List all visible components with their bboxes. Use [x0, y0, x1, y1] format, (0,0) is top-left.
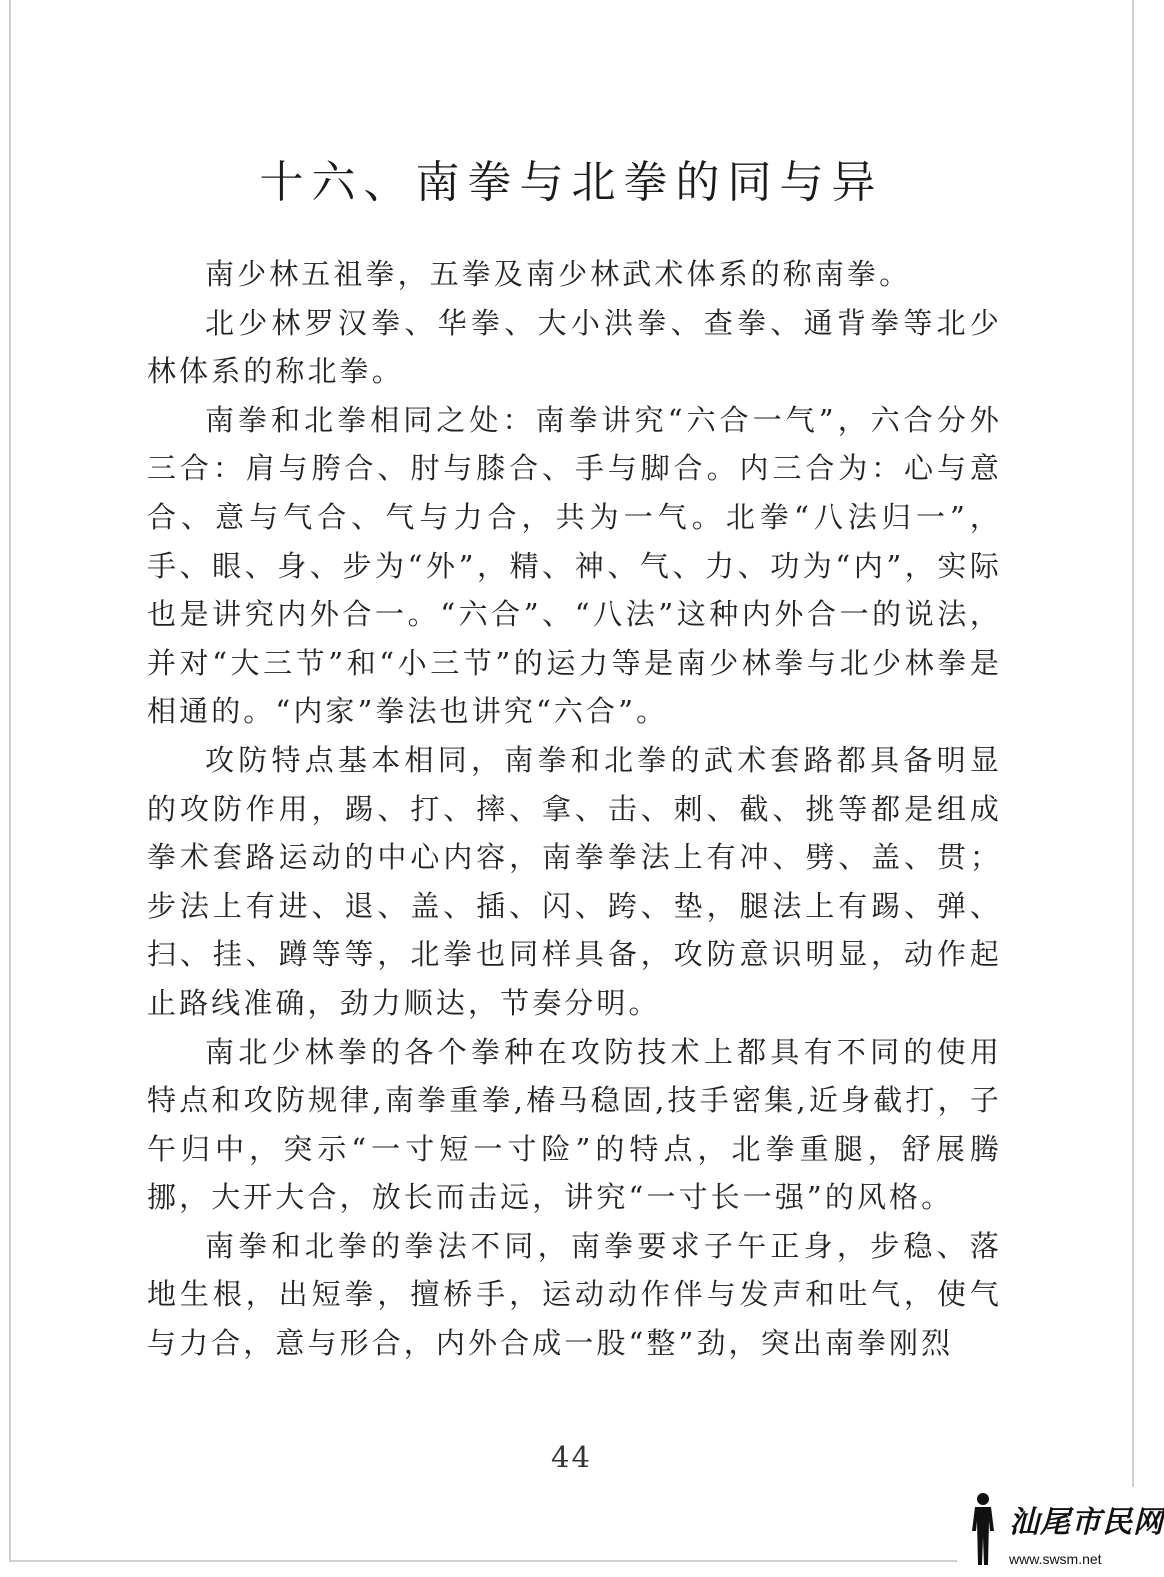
paragraph: 南北少林拳的各个拳种在攻防技术上都具有不同的使用特点和攻防规律,南拳重拳,椿马稳固,技手密集,近身截打，子午归中，突示“一寸短一寸险”的特点，北拳重腿，舒展腾挪，大开大合，放长而击远，讲究“一寸长一强”的风格。 — [147, 1034, 1002, 1215]
page-number: 44 — [551, 1440, 592, 1474]
watermark-logo — [957, 1487, 1164, 1573]
paragraph: 北少林罗汉拳、华拳、大小洪拳、查拳、通背拳等北少林体系的称北拳。 — [147, 305, 1002, 389]
person-silhouette-icon — [965, 1491, 1001, 1567]
paragraph: 攻防特点基本相同，南拳和北拳的武术套路都具备明显的攻防作用，踢、打、摔、拿、击、刺、截、挑等都是组成拳术套路运动的中心内容，南拳拳法上有冲、劈、盖、贯；步法上有进、退、盖、插、闪、跨、垫，腿法上有踢、弹、扫、挂、蹲等等，北拳也同样具备，攻防意识明显，动作起止路线准确，劲力顺达，节奏分明。 — [147, 742, 1002, 1020]
watermark-url: www.swsm.net — [1009, 1551, 1102, 1567]
page-title: 十六、南拳与北拳的同与异 — [259, 157, 884, 208]
paragraph: 南少林五祖拳，五拳及南少林武术体系的称南拳。 — [205, 257, 912, 291]
paragraph: 南拳和北拳的拳法不同，南拳要求子午正身，步稳、落地生根，出短拳，擅桥手，运动动作伴与发声和吐气，使气与力合，意与形合，内外合成一股“整”劲，突出南拳刚烈 — [147, 1228, 1002, 1361]
watermark-text: 汕尾市民网 — [1009, 1505, 1164, 1540]
body-text — [147, 250, 1002, 1368]
paragraph: 南拳和北拳相同之处：南拳讲究“六合一气”，六合分外三合：肩与胯合、肘与膝合、手与脚合。内三合为：心与意合、意与气合、气与力合，共为一气。北拳“八法归一”，手、眼、身、步为“外”，精、神、气、力、功为“内”，实际也是讲究内外合一。“六合”、“八法”这种内外合一的说法，并对“大三节”和“小三节”的运力等是南少林拳与北少林拳是相通的。“内家”拳法也讲究“六合”。 — [147, 402, 1002, 729]
